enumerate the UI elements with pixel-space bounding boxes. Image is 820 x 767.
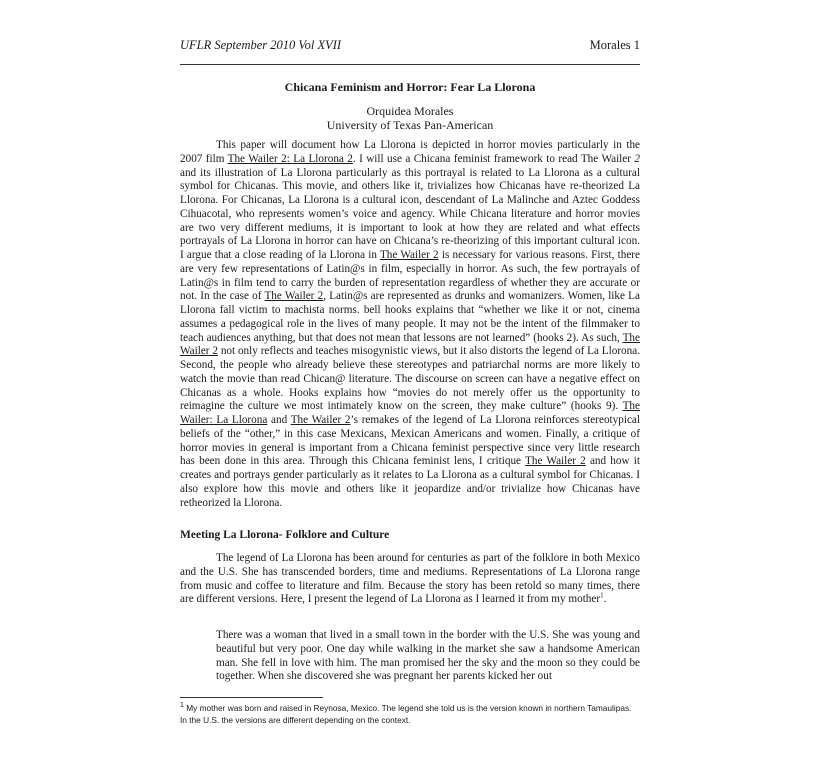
film-title: The Wailer 2 bbox=[290, 414, 351, 426]
footnote-reference[interactable]: 1 bbox=[600, 591, 604, 600]
paper-title: Chicana Feminism and Horror: Fear La Llorona bbox=[284, 80, 536, 94]
section-paragraph bbox=[180, 552, 640, 607]
italic-text: 2 bbox=[634, 152, 640, 165]
intro-paragraph bbox=[180, 139, 640, 510]
text-run: is necessary for various reasons. First, there are very few representations of Latin@s in film, especially in horror. As such, the few portrayals of Latin@s in film tend to carry the burden of representation regardless of whether they are accurate or not. In the case of bbox=[180, 249, 640, 303]
film-title: The Wailer 2 bbox=[525, 455, 586, 468]
intro-section bbox=[180, 139, 640, 510]
text-run: , Latin@s are represented as drunks and womanizers. Women, like La Llorona fall victim to machista norms. bell hooks explains that “whether we like it or not, cinema assumes a pedagogical role in the lives of many people. It may not be the intent of the filmmaker to teach audiences anything, but that does not mean that lessons are not learned” (hooks 2). As such, bbox=[180, 290, 640, 344]
footnote-mark: 1 bbox=[180, 702, 184, 710]
film-title: The Wailer 2 bbox=[180, 331, 640, 358]
section-heading: Meeting La Llorona- Folklore and Culture bbox=[180, 529, 390, 541]
footnote bbox=[180, 702, 640, 726]
text-run: not only reflects and teaches misogynistic views, but it also distorts the legend of La Llorona. Second, the people who already believe these stereotypes and patriarchal norms are more likely to watch the movie than read Chican@ literature. The discourse on screen can have a negative effect on Chicanas as a whole. Hooks explains how “movies do not merely offer us the opportunity to reimagine the culture we most intimately know on the screen, they make culture” (hooks 9). bbox=[180, 345, 640, 413]
text-run: and how it creates and portrays gender particularly as it relates to La Llorona as a cultural symbol for Chicanas. I also explore how this movie and others like it jeopardize and/or trivialize how Chicanas have retheorized la Llorona. bbox=[180, 455, 640, 509]
film-title: The Wailer 2 bbox=[379, 249, 439, 261]
running-header bbox=[180, 38, 640, 56]
footnote-divider bbox=[180, 697, 323, 698]
section-paragraph-text: The legend of La Llorona has been around for centuries as part of the folklore in both Mexico and the U.S. She has transcended borders, time and mediums. Representations of La Llorona range from music and coffee to literature and film. Because the story has been retold so many times, there are different versions. Here, I present the legend of La Llorona as I learned it from my mother bbox=[180, 552, 640, 606]
footnote-text: My mother was born and raised in Reynosa, Mexico. The legend she told us is the version known in northern Tamaulipas. In the U.S. the versions are different depending on the context. bbox=[180, 703, 632, 725]
author-name: Orquidea Morales bbox=[366, 104, 454, 118]
block-quote: There was a woman that lived in a small town in the border with the U.S. She was young and beautiful but very poor. One day while walking in the market she saw a handsome American man. She fell in love with him. The man promised her the sky and the moon so they could be together. When she discovered she was pregnant her parents kicked her out bbox=[216, 629, 640, 683]
text-run: . I will use a Chicana feminist framework to read The Wailer bbox=[352, 152, 635, 165]
author-affiliation: University of Texas Pan-American bbox=[326, 118, 494, 132]
film-title: The Wailer 2: La Llorona 2 bbox=[227, 152, 353, 165]
section-paragraph-end: . bbox=[603, 593, 607, 606]
author-block bbox=[180, 104, 640, 132]
text-run: ’s remakes of the legend of La Llorona reinforces stereotypical beliefs of the “other,” in this case Mexicans, Mexican Americans and women. Finally, a critique of horror movies in general is important from a Chicana feminist perspective since very little research has been done in this area. Through this Chicana feminist lens, I critique bbox=[180, 414, 640, 468]
header-divider bbox=[180, 64, 640, 65]
text-run: This paper will document how La Llorona is depicted in horror movies particularly in the 2007 film bbox=[180, 139, 640, 165]
film-title: The Wailer 2 bbox=[264, 290, 324, 303]
text-run: and bbox=[267, 414, 291, 426]
page-number: Morales 1 bbox=[589, 38, 640, 52]
journal-citation: UFLR September 2010 Vol XVII bbox=[180, 38, 342, 52]
text-run: and its illustration of La Llorona particularly as this portrayal is related to La Llorona as a cultural symbol for Chicanas. This movie, and others like it, trivializes how Chicanas have re-theorized La Llorona. For Chicanas, La Llorona is a cultural icon, descendant of La Malinche and Aztec Goddess Cihuacotal, who represents women’s voice and agency. While Chicana literature and horror movies are two very different mediums, it is important to look at how they are related and what effects portrayals of La Llorona in horror can have on Chicana’s re-theorizing of this important cultural icon. I argue that a close reading of la Llorona in bbox=[180, 166, 640, 261]
film-title: The Wailer: La Llorona bbox=[180, 400, 640, 426]
section-body bbox=[180, 552, 640, 607]
